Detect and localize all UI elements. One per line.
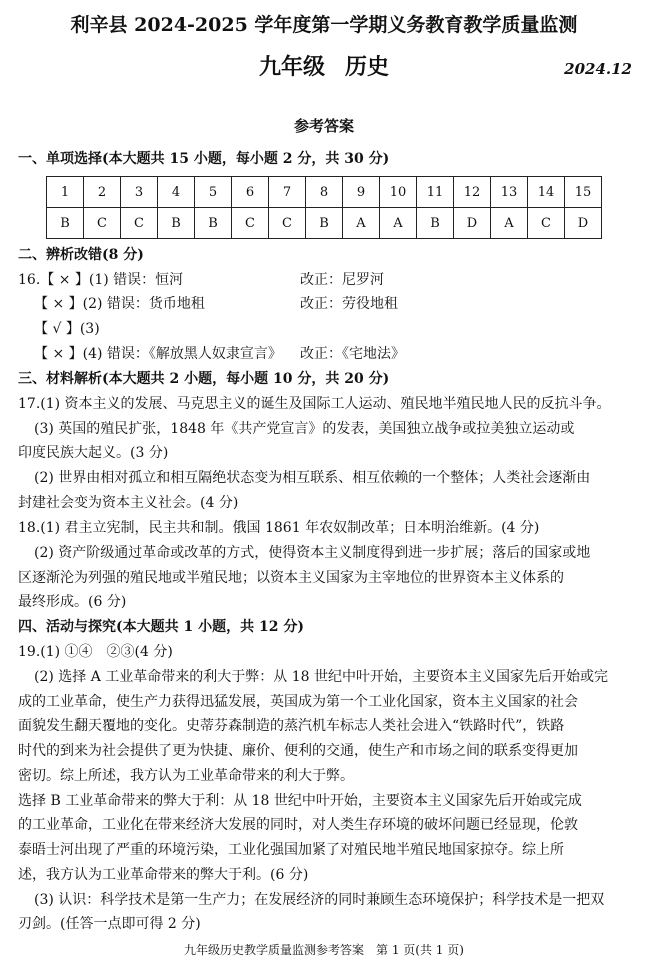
answer-line: 密切。综上所述，我方认为工业革命带来的利大于弊。 <box>18 768 354 784</box>
question-number: 14 <box>528 177 565 208</box>
answer-cell: B <box>306 208 343 239</box>
answer-line: 印度民族大起义。(3 分) <box>18 445 169 461</box>
grade-subject <box>0 50 648 81</box>
answer-line: 刃剑。(任答一点即可得 2 分) <box>18 916 201 932</box>
question-number: 15 <box>565 177 602 208</box>
answer-cell: B <box>417 208 454 239</box>
answer-cell: B <box>47 208 84 239</box>
correction-fix: 改正：《宅地法》 <box>300 346 405 362</box>
multiple-choice-table <box>46 176 602 239</box>
answer-line: 选择 B 工业革命带来的弊大于利：从 18 世纪中叶开始，主要资本主义国家先后开始或完成 <box>18 793 582 809</box>
answer-line: 18.(1) 君主立宪制，民主共和制。俄国 1861 年农奴制改革；日本明治维新。(4 分) <box>18 520 540 536</box>
section1-heading: 一、单项选择(本大题共 15 小题，每小题 2 分，共 30 分) <box>18 151 390 167</box>
answer-cell: C <box>269 208 306 239</box>
question-number: 5 <box>195 177 232 208</box>
question-number: 3 <box>121 177 158 208</box>
correction-error: 【 × 】(4) 错误：《解放黑人奴隶宣言》 <box>34 346 282 362</box>
answer-line: 时代的到来为社会提供了更为快捷、廉价、便利的交通，使生产和市场之间的联系变得更加 <box>18 743 578 759</box>
answer-line: 区逐渐沦为列强的殖民地或半殖民地；以资本主义国家为主宰地位的世界资本主义体系的 <box>18 570 564 586</box>
answer-line: 17.(1) 资本主义的发展、马克思主义的诞生及国际工人运动、殖民地半殖民地人民的反抗斗争。 <box>18 396 611 412</box>
answer-line: (2) 资产阶级通过革命或改革的方式，使得资本主义制度得到进一步扩展；落后的国家或地 <box>34 545 591 561</box>
answer-line: 面貌发生翻天覆地的变化。史蒂芬森制造的蒸汽机车标志人类社会进入“铁路时代”，铁路 <box>18 718 565 734</box>
question-number: 6 <box>232 177 269 208</box>
answer-row <box>47 208 602 239</box>
answer-line: 最终形成。(6 分) <box>18 594 127 610</box>
subject-label: 历史 <box>345 54 390 80</box>
correction-fix: 改正：尼罗河 <box>300 272 384 288</box>
question-number: 4 <box>158 177 195 208</box>
answer-line: 19.(1) ①④ ②③(4 分) <box>18 644 173 660</box>
answer-cell: A <box>380 208 417 239</box>
answer-cell: A <box>343 208 380 239</box>
answer-cell: C <box>121 208 158 239</box>
answer-cell: C <box>232 208 269 239</box>
answer-line: (3) 英国的殖民扩张，1848 年《共产党宣言》的发表，美国独立战争或拉美独立运动或 <box>34 421 575 437</box>
answer-heading: 参考答案 <box>293 117 354 135</box>
answer-cell: D <box>454 208 491 239</box>
correction-item <box>34 292 648 316</box>
correction-item <box>34 317 648 341</box>
question-number: 9 <box>343 177 380 208</box>
answer-line: 的工业革命，工业化在带来经济大发展的同时，对人类生存环境的破坏问题已经显现，伦敦 <box>18 817 578 833</box>
correction-fix: 改正：劳役地租 <box>300 296 398 312</box>
answer-cell: A <box>491 208 528 239</box>
answer-line: 成的工业革命，使生产力获得迅猛发展，英国成为第一个工业化国家，资本主义国家的社会 <box>18 694 578 710</box>
correction-error: 【 √ 】(3) <box>34 321 100 337</box>
page-footer: 九年级历史教学质量监测参考答案 第 1 页(共 1 页) <box>184 943 464 957</box>
grade-label: 九年级 <box>258 54 325 80</box>
question-number: 8 <box>306 177 343 208</box>
answer-cell: C <box>84 208 121 239</box>
question-number: 7 <box>269 177 306 208</box>
answer-cell: D <box>565 208 602 239</box>
section2-heading: 二、辨析改错(8 分) <box>18 247 144 263</box>
question-number-row <box>47 177 602 208</box>
answer-line: 泰晤士河出现了严重的环境污染，工业化强国加紧了对殖民地半殖民地国家掠夺。综上所 <box>18 842 564 858</box>
correction-item <box>18 268 640 292</box>
answer-line: (2) 世界由相对孤立和相互隔绝状态变为相互联系、相互依赖的一个整体；人类社会逐渐由 <box>34 470 591 486</box>
answer-cell: B <box>195 208 232 239</box>
answer-line: (3) 认识：科学技术是第一生产力；在发展经济的同时兼顾生态环境保护；科学技术是一把双 <box>34 892 605 908</box>
correction-error: 【 × 】(2) 错误：货币地租 <box>34 296 205 312</box>
section3-heading: 三、材料解析(本大题共 2 小题，每小题 10 分，共 20 分) <box>18 371 390 387</box>
correction-error: 16.【 × 】(1) 错误：恒河 <box>18 272 184 288</box>
document-title: 利辛县 2024-2025 学年度第一学期义务教育教学质量监测 <box>70 14 578 36</box>
question-number: 10 <box>380 177 417 208</box>
section4-heading: 四、活动与探究(本大题共 1 小题，共 12 分) <box>18 619 304 635</box>
answer-cell: C <box>528 208 565 239</box>
answer-line: 封建社会变为资本主义社会。(4 分) <box>18 495 239 511</box>
exam-date: 2024.12 <box>564 60 632 78</box>
question-number: 12 <box>454 177 491 208</box>
question-number: 13 <box>491 177 528 208</box>
answer-cell: B <box>158 208 195 239</box>
answer-line: 述，我方认为工业革命带来的弊大于利。(6 分) <box>18 867 309 883</box>
correction-item <box>34 342 648 366</box>
question-number: 11 <box>417 177 454 208</box>
question-number: 2 <box>84 177 121 208</box>
answer-line: (2) 选择 A 工业革命带来的利大于弊：从 18 世纪中叶开始，主要资本主义国家先后开始或完 <box>34 669 609 685</box>
question-number: 1 <box>47 177 84 208</box>
